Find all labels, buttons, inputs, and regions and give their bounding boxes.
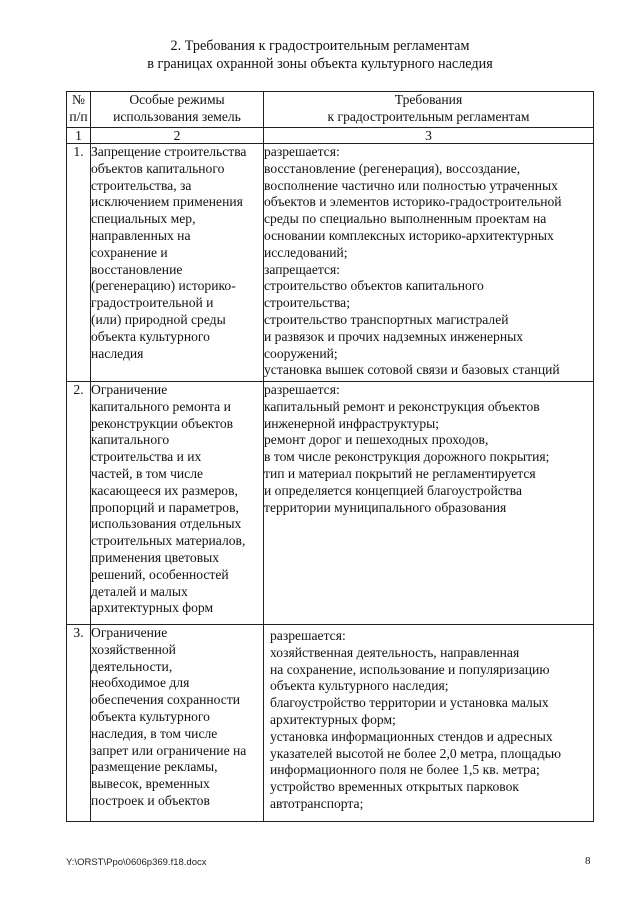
requirement-text-line: среды по специально выполненным проектам на (264, 211, 547, 227)
row-requirements-cell (264, 144, 594, 382)
requirement-text-line: запрещается: (264, 261, 341, 277)
row-requirements-cell (264, 382, 594, 625)
mode-text-line: Ограничение (91, 625, 168, 640)
mode-text-line: строительства, за (91, 177, 192, 193)
requirement-text-line: в том числе реконструкция дорожного покрытия; (264, 449, 550, 465)
column-number: 3 (264, 128, 594, 144)
table-header-row (67, 92, 594, 128)
table-row (67, 382, 594, 625)
mode-text-line: частей, в том числе (91, 465, 204, 481)
mode-text-line: обеспечения сохранности (91, 692, 241, 708)
mode-text-line: строительства и их (91, 449, 202, 465)
requirement-text-line: исследований; (264, 244, 348, 260)
header-requirements (264, 92, 594, 128)
mode-text-line: пропорций и параметров, (91, 499, 239, 515)
mode-text-line: объекта культурного (91, 708, 210, 724)
requirement-text-line: инженерной инфраструктуры; (264, 415, 440, 431)
requirement-text-line: строительство транспортных магистралей (264, 311, 509, 327)
row-requirements-cell (264, 625, 594, 822)
requirement-text-line: территории муниципального образования (264, 499, 507, 515)
mode-text-line: решений, особенностей (91, 566, 229, 582)
heading-line-2: в границах охранной зоны объекта культурного наследия (147, 55, 493, 72)
requirement-text-line: строительство объектов капитального (264, 278, 484, 294)
table-row (67, 625, 594, 822)
mode-text-line: сохранение и (91, 244, 168, 260)
mode-text-line: касающееся их размеров, (91, 482, 238, 498)
mode-text-line: объектов капитального (91, 160, 225, 176)
requirement-text-line: строительства; (264, 295, 350, 311)
column-number: 1 (67, 128, 91, 144)
row-number: 1. (67, 144, 91, 382)
mode-text-line: Ограничение (91, 382, 168, 397)
mode-text-line: деталей и малых (91, 583, 188, 599)
heading-line-1: 2. Требования к градостроительным регламентам (170, 38, 470, 54)
mode-text-line: наследия (91, 345, 144, 361)
mode-text-line: архитектурных форм (91, 600, 214, 616)
requirement-text-line: разрешается: (264, 382, 340, 397)
requirement-text-line: и определяется концепцией благоустройства (264, 482, 522, 498)
mode-text-line: наследия, в том числе (91, 725, 218, 741)
mode-text-line: капитального (91, 432, 170, 448)
mode-text-line: Запрещение строительства (91, 144, 247, 159)
mode-text-line: специальных мер, (91, 211, 196, 227)
row-number: 3. (67, 625, 91, 822)
requirement-text-line: объекта культурного наследия; (270, 678, 449, 694)
requirement-text-line: установка вышек сотовой связи и базовых станций (264, 362, 560, 378)
mode-text-line: необходимое для (91, 675, 190, 691)
mode-text-line: вывесок, временных (91, 776, 210, 792)
mode-text-line: направленных на (91, 227, 191, 243)
requirement-text-line: автотранспорта; (270, 795, 364, 811)
table-row (67, 144, 594, 382)
mode-text-line: строительных материалов, (91, 533, 246, 549)
mode-text-line: реконструкции объектов (91, 415, 234, 431)
row-mode-cell (91, 144, 264, 382)
page-number: 8 (585, 855, 591, 867)
requirement-text-line: разрешается: (270, 628, 346, 643)
requirement-text-line: ремонт дорог и пешеходных проходов, (264, 432, 489, 448)
header-modes-line: использования земель (113, 108, 241, 124)
requirement-text-line: на сохранение, использование и популяризацию (270, 661, 550, 677)
mode-text-line: градостроительной и (91, 295, 214, 311)
mode-text-line: восстановление (91, 261, 183, 277)
column-number-row (67, 128, 594, 144)
regulations-table (66, 91, 594, 822)
requirement-text-line: и развязок и прочих надземных инженерных (264, 328, 524, 344)
requirement-text-line: основании комплексных историко-архитектурных (264, 227, 554, 243)
mode-text-line: размещение рекламы, (91, 759, 218, 775)
requirement-text-line: восполнение частично или полностью утраченных (264, 177, 558, 193)
file-path: Y:\ORST\Ppo\0606p369.f18.docx (66, 857, 207, 868)
mode-text-line: использования отдельных (91, 516, 242, 532)
header-number-line: № (72, 92, 85, 107)
mode-text-line: капитального ремонта и (91, 398, 231, 414)
requirement-text-line: установка информационных стендов и адресных (270, 728, 553, 744)
mode-text-line: исключением применения (91, 194, 243, 210)
requirement-text-line: благоустройство территории и установка малых (270, 695, 549, 711)
header-requirements-line: к градостроительным регламентам (327, 108, 530, 124)
column-number: 2 (91, 128, 264, 144)
requirement-text-line: объектов и элементов историко-градостроительной (264, 194, 562, 210)
requirement-text-line: разрешается: (264, 144, 340, 159)
mode-text-line: построек и объектов (91, 792, 210, 808)
requirement-text-line: архитектурных форм; (270, 711, 396, 727)
requirement-text-line: сооружений; (264, 345, 338, 361)
header-number-line: п/п (69, 108, 88, 124)
mode-text-line: деятельности, (91, 658, 173, 674)
mode-text-line: (регенерацию) историко- (91, 278, 236, 294)
mode-text-line: объекта культурного (91, 328, 210, 344)
mode-text-line: (или) природной среды (91, 311, 226, 327)
requirement-text-line: устройство временных открытых парковок (270, 779, 519, 795)
row-number: 2. (67, 382, 91, 625)
requirement-text-line: указателей высотой не более 2,0 метра, площадью (270, 745, 562, 761)
row-mode-cell (91, 382, 264, 625)
header-modes-line: Особые режимы (129, 92, 225, 107)
document-heading (0, 38, 640, 73)
requirement-text-line: капитальный ремонт и реконструкция объектов (264, 398, 540, 414)
requirement-text-line: тип и материал покрытий не регламентируется (264, 465, 536, 481)
mode-text-line: запрет или ограничение на (91, 742, 247, 758)
header-modes (91, 92, 264, 128)
mode-text-line: хозяйственной (91, 641, 176, 657)
header-number (67, 92, 91, 128)
requirement-text-line: хозяйственная деятельность, направленная (270, 644, 520, 660)
header-requirements-line: Требования (394, 92, 463, 107)
mode-text-line: применения цветовых (91, 549, 220, 565)
row-mode-cell (91, 625, 264, 822)
requirement-text-line: восстановление (регенерация), воссоздание, (264, 160, 521, 176)
requirement-text-line: информационного поля не более 1,5 кв. метра; (270, 762, 540, 778)
